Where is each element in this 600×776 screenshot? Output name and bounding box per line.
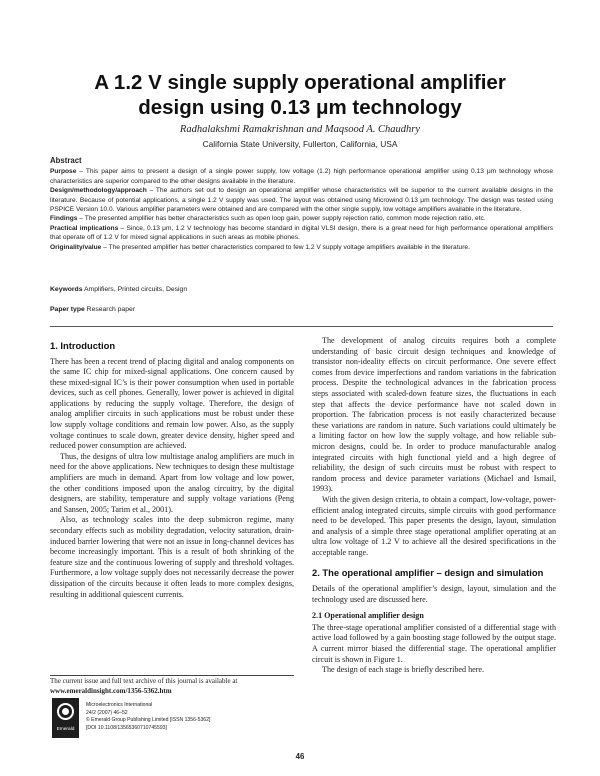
journal-url-link[interactable]: www.emeraldinsight.com/1356-5362.htm <box>50 686 172 695</box>
footnote-text: The current issue and full text archive of this journal is available at <box>50 677 238 685</box>
abstract-purpose <box>50 167 553 186</box>
introduction-heading: 1. Introduction <box>50 340 116 351</box>
section-divider <box>50 326 553 327</box>
purpose-label: Purpose <box>50 168 77 176</box>
journal-doi: [DOI 10.1108/13565360710745593] <box>86 724 167 731</box>
abstract-design <box>50 186 553 214</box>
logo-wordmark: Emerald <box>56 727 75 732</box>
findings-text: – The presented amplifier has better characteristics such as open loop gain, power supply rejection ratio, common mode rejection ratio, etc. <box>77 215 486 223</box>
subsection-paragraph-2: The design of each stage is briefly described here. <box>322 665 485 675</box>
logo-dot-icon <box>62 708 69 715</box>
right-paragraph-1: The development of analog circuits requires both a complete understanding of basic circuit design techniques and knowledge of transistor non-ideality effects on circuit performance. One severe effect comes from device imperfections and random variations in the fabrication process. Despite the technological advances in the fabrication process steps associated with scaled-down feature sizes, the fluctuations in each step that affects the device performance have not scaled down in proportion. The fabrication process is not easily characterized because these variations are random in nature. Such variations could ultimately be a limiting factor on how low the supply voltage, and how reliable sub-micron designs, could be. In order to produce manufacturable analog integrated circuits with high functional yield and a high degree of reliability, the design of such circuits must be robust with respect to random process and device parameter variations (Michael and Ismail, 1993). <box>312 336 556 494</box>
section-2-heading: 2. The operational amplifier – design and simulation <box>312 567 544 579</box>
originality-label: Originality/value <box>50 243 102 251</box>
subsection-2-1-heading: 2.1 Operational amplifier design <box>312 611 424 621</box>
paper-title <box>40 70 560 120</box>
keywords-label: Keywords <box>50 286 83 293</box>
design-label: Design/methodology/approach <box>50 187 147 195</box>
page-number: 46 <box>295 752 305 761</box>
footnote <box>50 677 294 696</box>
originality-text: – The presented amplifier has better characteristics compared to few 1.2 V supply voltage amplifiers available in the literature. <box>101 243 470 251</box>
paper-type-text: Research paper <box>84 306 136 313</box>
design-text: – The authors set out to design an operational amplifier whose characteristics will be superior to the current available designs in the literature. Because of potential applications, a single 1.2 V supply was used. The layout was obtained using Microwind 0.13 μm technology. The design was tested using PSPICE Version 10.0. Various amplifier parameters were obtained and are compared with the other single supply, low voltage amplifiers available in the literature. <box>50 187 553 214</box>
intro-paragraph-1: There has been a recent trend of placing digital and analog components on the same IC chip for mixed-signal applications. One concern caused by these mixed-signal IC’s is their power consumption when used in portable devices, such as cell phones. Generally, lower power is achieved in digital applications by reducing the supply voltage. Therefore, the design of analog amplifier circuits in such applications must be robust under these low supply voltage conditions and remain low power. Also, as the supply voltage continues to scale down, greater device density, higher speed and reduced power consumption are achieved. <box>50 356 294 451</box>
abstract-originality <box>50 243 553 252</box>
journal-name: Microelectronics International <box>86 702 153 708</box>
practical-text: – Since, 0.13 μm, 1.2 V technology has become standard in digital VLSI design, there is a great need for high performance operational amplifiers that operate off of 1.2 V for mixed signal applications in such areas as mobile phones. <box>50 224 554 242</box>
author-list: Radhalakshmi Ramakrishnan and Maqsood A. Chaudhry <box>179 124 421 135</box>
affiliation: California State University, Fullerton, California, USA <box>202 139 398 149</box>
title-line-1: A 1.2 V single supply operational amplifier <box>94 71 506 94</box>
purpose-text: – This paper aims to present a design of a single power supply, low voltage (1.2) high performance operational amplifier using 0.13 μm technology whose characteristics are superior compared to the other designs available in the literature. <box>50 168 553 185</box>
journal-copyright: © Emerald Group Publishing Limited [ISSN 1356-5362] <box>86 717 211 724</box>
intro-paragraph-2: Thus, the designs of ultra low multistage analog amplifiers are much in need for the above applications. New techniques to design these multistage amplifiers are much in demand. Apart from low voltage and low power, the other conditions imposed upon the analog circuitry, by the digital designers, are stability, temperature and supply voltage variations (Peng and Sansen, 2005; Tarim et al., 2001). <box>50 451 294 514</box>
abstract-block <box>50 156 553 252</box>
title-line-2: design using 0.13 μm technology <box>138 96 462 119</box>
left-column <box>50 340 294 600</box>
subsection-paragraph-1: The three-stage operational amplifier consisted of a differential stage with active load followed by a gain boosting stage followed by the output stage. A current mirror biased the differential stage. The operational amplifier circuit is shown in Figure 1. <box>312 622 556 664</box>
footnote-rule <box>50 675 294 676</box>
abstract-findings <box>50 214 553 223</box>
right-paragraph-2: With the given design criteria, to obtain a compact, low-voltage, power-efficient analog integrated circuits, simple circuits with good performance need to be developed. This paper presents the design, layout, simulation and analysis of a simple three stage operational amplifier operating at an ultra low voltage of 1.2 V to achieve all the desired specifications in the acceptable range. <box>312 494 556 557</box>
journal-info <box>86 702 296 732</box>
section-2-paragraph: Details of the operational amplifier’s design, layout, simulation and the technology used are discussed here. <box>312 583 556 604</box>
keywords-line <box>50 286 553 293</box>
right-column <box>312 336 556 676</box>
emerald-logo <box>52 698 79 738</box>
practical-label: Practical implications <box>50 224 119 232</box>
abstract-heading: Abstract <box>50 156 82 165</box>
paper-type-label: Paper type <box>50 306 85 313</box>
intro-paragraph-3: Also, as technology scales into the deep submicron regime, many secondary effects such as mobility degradation, velocity saturation, drain-induced barrier lowering that were not an issue in long-channel devices has become increasingly important. This is a result of both shrinking of the feature size and the continuous lowering of supply and threshold voltages. Furthermore, a low voltage supply does not necessarily decrease the power dissipation of the circuits because it often leads to more complex designs, resulting in additional quiescent currents. <box>50 515 294 599</box>
journal-issue: 24/2 (2007) 46–52 <box>86 709 128 716</box>
paper-type-line <box>50 306 553 313</box>
abstract-practical <box>50 224 553 243</box>
findings-label: Findings <box>50 215 78 223</box>
keywords-text: Amplifiers, Printed circuits, Design <box>82 286 188 293</box>
